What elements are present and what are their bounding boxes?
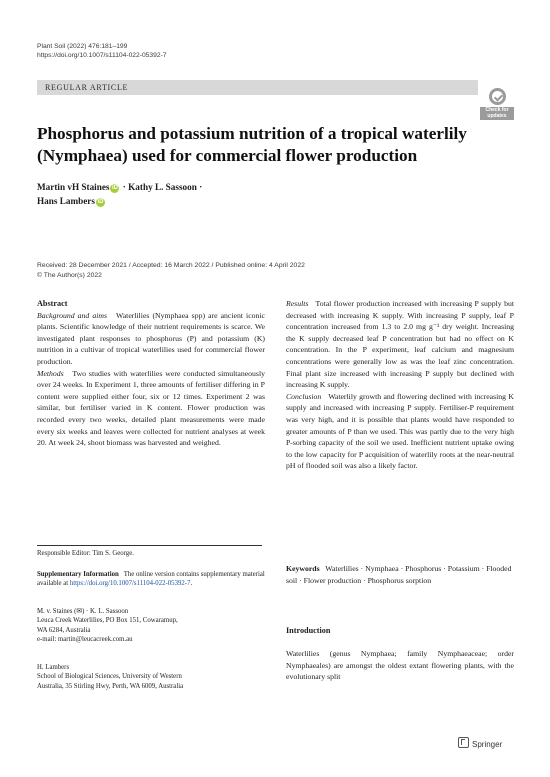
check-updates-icon bbox=[489, 88, 506, 105]
keywords bbox=[286, 563, 514, 586]
abstract-heading: Abstract bbox=[37, 299, 68, 308]
abstract-results bbox=[286, 298, 514, 391]
author-separator: · bbox=[120, 182, 129, 192]
introduction-heading: Introduction bbox=[286, 626, 331, 635]
section-text: Total flower production increased with increasing P supply but decreased with increasing K supply. With increasing P supply, leaf P concentration increased from 1.3 to 2.0 mg g⁻¹ dry weight. Increasing the K supply decreased leaf P concentration but had no effect on K concentration. In the P experiment, leaf calcium and magnesium concentrations were generally low as was the leaf zinc concentration. Final plant size increased with increasing P supply but declined with increasing K supply. bbox=[286, 299, 514, 390]
publication-dates bbox=[37, 261, 305, 281]
supplementary-text: The online version contains supplementary material available at bbox=[37, 571, 265, 588]
dates-line: Received: 28 December 2021 / Accepted: 16 March 2022 / Published online: 4 April 2022 bbox=[37, 262, 305, 269]
check-for-updates-badge[interactable] bbox=[480, 88, 514, 124]
publisher-name: Springer bbox=[472, 740, 503, 749]
section-text: Waterlilies (Nymphaea spp) are ancient iconic plants. Scientific knowledge of their nutrient requirements is scarce. We investigated plant responses to phosphorus (P) and potassium (K) nutrition in a cultivar of tropical waterlilies used for commercial flower production. bbox=[37, 310, 265, 366]
article-type-banner: REGULAR ARTICLE bbox=[37, 80, 478, 95]
affiliation-2 bbox=[37, 663, 267, 691]
copyright-line: © The Author(s) 2022 bbox=[37, 272, 102, 279]
author-name: Martin vH Staines bbox=[37, 182, 110, 192]
section-label: Results bbox=[286, 299, 309, 308]
doi-link[interactable]: https://doi.org/10.1007/s11104-022-05392-7 bbox=[37, 52, 167, 60]
affiliation-address: Australia, 35 Stirling Hwy, Perth, WA 6009, Australia bbox=[37, 682, 184, 690]
affiliation-address: School of Biological Sciences, University of Western bbox=[37, 673, 182, 681]
affiliation-1 bbox=[37, 607, 267, 644]
keywords-label: Keywords bbox=[286, 564, 320, 573]
affiliation-names: H. Lambers bbox=[37, 664, 70, 671]
abstract-background bbox=[37, 310, 265, 368]
author-name: Hans Lambers bbox=[37, 196, 95, 206]
affiliation-names: M. v. Staines (✉) · K. L. Sassoon bbox=[37, 608, 129, 615]
journal-meta bbox=[37, 42, 167, 61]
affiliation-address: WA 6284, Australia bbox=[37, 626, 91, 634]
section-label: Methods bbox=[37, 368, 64, 378]
introduction-text: Waterlilies (genus Nymphaea; family Nymphaeaceae; order Nymphaeales) are amongst the oldest extant flowering plants, with the evolutionary split bbox=[286, 649, 514, 682]
affiliation-address: Leuca Creek Waterlilies, PO Box 151, Cowaramup, bbox=[37, 617, 178, 625]
author-list bbox=[37, 180, 337, 208]
section-text: Waterlily growth and flowering declined with increasing K supply and increased with increasing P supply. Fertiliser-P requirement was very high, and it is possible that plants would have responded to greater amounts of P than we used. This was partly due to the very high P-sorbing capacity of the soil we used. Inefficient nutrient uptake owing to the low capacity for P acquisition of waterlily roots at the near-neutral pH of flooded soil was also a likely factor. bbox=[286, 391, 514, 471]
orcid-icon[interactable]: iD bbox=[97, 199, 104, 205]
springer-horse-icon bbox=[458, 737, 469, 748]
supplementary-label: Supplementary Information bbox=[37, 571, 119, 578]
footnote-divider bbox=[37, 545, 262, 546]
paper-title: Phosphorus and potassium nutrition of a tropical waterlily (Nymphaea) used for commercial flower production bbox=[37, 124, 467, 165]
orcid-icon[interactable]: iD bbox=[111, 185, 118, 191]
section-label: Background and aims bbox=[37, 310, 107, 320]
journal-citation: Plant Soil (2022) 476:181–199 bbox=[37, 43, 128, 50]
author-separator: · bbox=[196, 182, 203, 192]
supplementary-info: Supplementary Information The online version contains supplementary material available at https://doi.org/10.1007/s11104-022-05392-7. bbox=[37, 571, 265, 588]
abstract-methods bbox=[37, 368, 265, 449]
abstract-left-column bbox=[37, 298, 265, 449]
abstract-conclusion bbox=[286, 391, 514, 472]
section-text: Two studies with waterlilies were conducted simultaneously over 24 weeks. In Experiment 1, three amounts of fertiliser differing in P content were supplied either four, six or 12 times. Experiment 2 was similar, but fertiliser varied in K content. Flower production was recorded every two weeks, detailed plant measurements were made every six weeks and leaves were collected for nutrient analyses at week 20. At week 24, shoot biomass was harvested and weighed. bbox=[37, 368, 265, 448]
publisher-logo bbox=[458, 737, 502, 749]
author-name: Kathy L. Sassoon bbox=[128, 182, 197, 192]
affiliation-email[interactable]: e-mail: martin@leucacreek.com.au bbox=[37, 635, 133, 643]
check-updates-label: Check for updates bbox=[480, 107, 514, 120]
keywords-text: Waterlilies · Nymphaea · Phosphorus · Potassium · Flooded soil · Flower production · Phosphorus sorption bbox=[286, 564, 512, 585]
section-label: Conclusion bbox=[286, 391, 322, 401]
abstract-right-column bbox=[286, 298, 514, 472]
responsible-editor: Responsible Editor: Tim S. George. bbox=[37, 550, 134, 557]
supplementary-link[interactable]: https://doi.org/10.1007/s11104-022-05392-7 bbox=[69, 580, 191, 588]
